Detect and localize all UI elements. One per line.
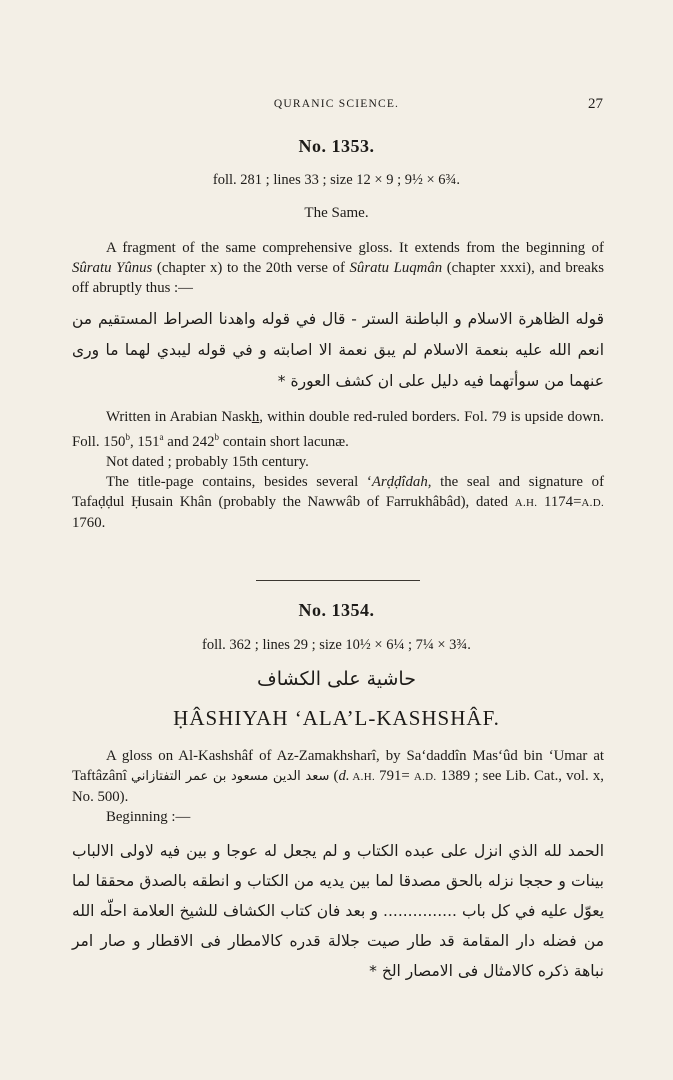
entry-title-1353: The Same. — [304, 205, 369, 221]
fragment-paragraph: A fragment of the same comprehensive gloss. It extends from the beginning of Sûratu Yûnus (chapter x) to the 20th verse of Sûratu Luqmân (chapter xxxi), and breaks off abruptly thus :— — [72, 240, 605, 296]
entry-number-1354: No. 1354. — [298, 600, 375, 620]
entry-meta-1353: foll. 281 ; lines 33 ; size 12 × 9 ; 9½ × 6¾. — [212, 172, 461, 188]
entry-number-1353: No. 1353. — [298, 136, 375, 156]
work-title-1354: ḤÂSHIYAH ‘ALA’L-KASHSHÂF. — [173, 706, 500, 730]
entry-meta-1354: foll. 362 ; lines 29 ; size 10½ × 6¼ ; 7¼ × 3¾. — [202, 637, 471, 653]
entry-description-1354 — [72, 746, 604, 827]
entry-description-1353 — [72, 238, 604, 298]
title-page-note: The title-page contains, besides several ‘Arḍḍîdah, the seal and signature of Tafaḍḍul Ḥusain Khân (probably the Nawwâb of Farrukhâbâd), dated A.H. 1174=A.D. 1760. — [72, 473, 605, 531]
beginning-label: Beginning :— — [106, 809, 191, 825]
gloss-paragraph: A gloss on Al-Kashshâf of Az-Zamakhsharî, by Sa‘daddîn Mas‘ûd bin ‘Umar at Taftâzânî سعد الدين مسعود بن عمر التفتازاني (d. A.H. 791= A.D. 1389 ; see Lib. Cat., vol. x, No. 500). — [72, 748, 604, 805]
page-number: 27 — [588, 96, 603, 112]
entry-notes-1353 — [72, 407, 604, 533]
arabic-work-title: حاشية على الكشاف — [257, 668, 416, 690]
running-title: QURANIC SCIENCE. — [273, 98, 400, 110]
section-divider — [256, 580, 420, 581]
script-description: Written in Arabian Naskh, within double red-ruled borders. Fol. 79 is upside down. Foll. 150$^b$, 151$^a$ and 242$^b$ contain short lacunæ. — [72, 409, 604, 450]
date-note: Not dated ; probably 15th century. — [106, 453, 309, 470]
running-head — [0, 96, 673, 116]
arabic-quotation-1353: قوله الظاهرة الاسلام و الباطنة الستر - قال في قوله واهدنا الصراط المستقيم من انعم الله عليه بنعمة الاسلام لم يبق نعمة الا اصابته و في قوله ليبدي لهما ما ورى عنهما من سوأتهما فيه دليل على ان كشف العورة * — [72, 310, 604, 390]
arabic-beginning-1354: الحمد لله الذي انزل على عبده الكتاب و لم يجعل له عوجا و بين فيه لاولى الالباب بينات و حججا نزله بالحق مصدقا لما بين يديه من الكتاب و انطقه بالصدق محققا لما يعوّل عليه في كل باب ............... و بعد فان كتاب الكشاف للشيخ العلامة احلّه الله من فضله دار المقامة قد طار صيت جلالة قدره كالامطار فى الاقطار و صار امر نباهة ذكره كالامثال فى الامصار الخ * — [72, 842, 604, 980]
